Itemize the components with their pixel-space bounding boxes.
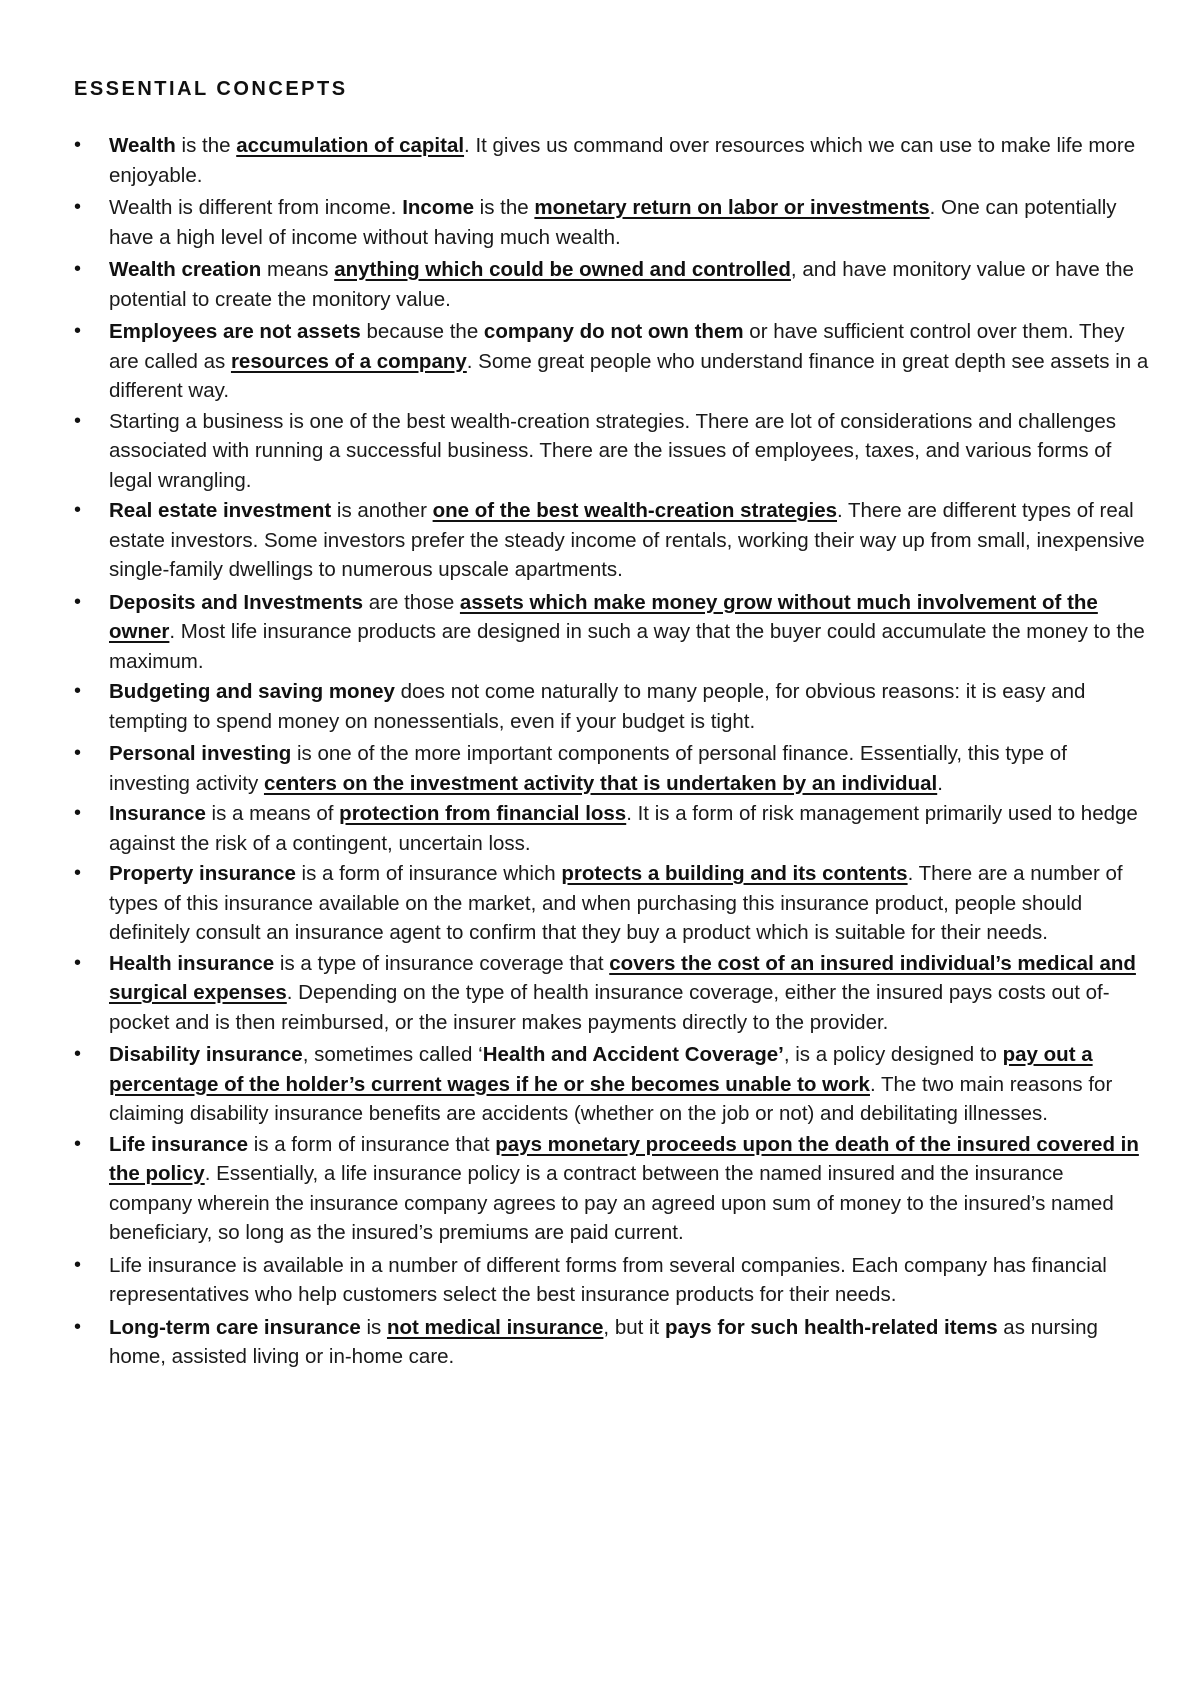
body-text: Life insurance is available in a number of different forms from several companies. Each company has financial representatives who help customers select the best insurance products for their needs. — [109, 1253, 1107, 1306]
underlined-definition: anything which could be owned and controlled — [334, 258, 791, 281]
bold-term: Wealth — [109, 134, 176, 157]
body-text: because the — [360, 320, 484, 343]
page-title: ESSENTIAL CONCEPTS — [74, 78, 348, 100]
bullet-icon: • — [74, 499, 82, 521]
bold-term: Health insurance — [109, 951, 275, 975]
body-text: is the — [175, 134, 237, 157]
bold-term: Real estate investment — [109, 499, 332, 522]
bold-term: Wealth creation — [109, 258, 262, 281]
body-text: or have sufficient control over them. They are called as — [109, 320, 1125, 373]
bold-term: Property insurance — [109, 862, 296, 885]
body-text: . There are a number of types of this insurance available on the market, and when purchasing this insurance product, people should definitely consult an insurance agent to confirm that they buy a product which is suitable for their needs. — [109, 862, 1123, 944]
list-item — [0, 859, 1151, 948]
bullet-icon: • — [74, 951, 82, 974]
body-text: is the — [473, 196, 535, 219]
body-text: is another — [331, 499, 433, 522]
underlined-definition: covers the cost of an insured individual’s medical and surgical expenses — [109, 951, 1136, 1004]
body-text: . Some great people who understand finance in great depth see assets in a different way. — [109, 349, 1149, 402]
underlined-definition: pays monetary proceeds upon the death of the insured covered in the policy — [109, 1132, 1139, 1185]
bold-term: Disability insurance — [109, 1043, 303, 1066]
body-text: . Depending on the type of health insurance coverage, either the insured pays costs out of-pocket and is then reimbursed, or the insurer makes payments directly to the provider. — [109, 981, 1110, 1034]
body-text: . It gives us command over resources which we can use to make life more enjoyable. — [109, 134, 1136, 187]
body-text: , is a policy designed to — [783, 1043, 1003, 1066]
body-text: . It is a form of risk management primarily used to hedge against the risk of a contingent, uncertain loss. — [109, 802, 1138, 855]
underlined-definition: one of the best wealth-creation strategies — [432, 499, 838, 522]
body-text: . — [937, 771, 943, 795]
list-item — [0, 739, 1151, 798]
bullet-icon: • — [74, 680, 82, 702]
body-text: . Most life insurance products are designed in such a way that the buyer could accumulate the money to the maximum. — [109, 620, 1145, 673]
bold-term: Income — [402, 196, 474, 219]
bullet-icon: • — [74, 1315, 82, 1338]
body-text: is — [360, 1315, 387, 1339]
list-item — [0, 1313, 1151, 1372]
bullet-icon: • — [74, 134, 82, 156]
bold-term: Personal investing — [109, 742, 292, 765]
bold-term: Long-term care insurance — [109, 1315, 361, 1339]
list-item — [0, 1251, 1151, 1310]
body-text: . There are different types of real estate investors. Some investors prefer the steady income of rentals, working their way up from small, inexpensive single-family dwellings to numerous upscale apartments. — [109, 499, 1145, 581]
body-text: is one of the more important components of personal finance. Essentially, this type of investing activity — [109, 742, 1067, 795]
body-text: , sometimes called ‘ — [302, 1043, 483, 1066]
list-item — [0, 1040, 1151, 1129]
body-text: . Essentially, a life insurance policy is a contract between the named insured and the insurance company wherein the insurance company agrees to pay an agreed upon sum of money to the insured’s named beneficiary, so long as the insured’s premiums are paid current. — [109, 1162, 1114, 1244]
bullet-icon: • — [74, 742, 82, 764]
body-text: is a means of — [205, 802, 340, 825]
bold-term: Insurance — [109, 802, 206, 825]
bold-term: Budgeting and saving money — [109, 680, 395, 703]
body-text: is a form of insurance which — [295, 862, 562, 885]
body-text: , and have monitory value or have the potential to create the monitory value. — [109, 258, 1134, 311]
body-text: Wealth is different from income. — [109, 196, 403, 219]
concept-list — [0, 131, 1200, 1372]
body-text: . The two main reasons for claiming disability insurance benefits are accidents (whether on the job or not) and debilitating illnesses. — [109, 1072, 1113, 1125]
bullet-icon: • — [74, 1253, 82, 1276]
bold-term: Life insurance — [109, 1132, 248, 1156]
body-text: , but it — [603, 1315, 665, 1339]
bullet-icon: • — [74, 196, 82, 218]
underlined-definition: resources of a company — [230, 349, 467, 373]
bold-term: company do not own them — [483, 320, 744, 343]
bold-term: Deposits and Investments — [109, 590, 364, 614]
bullet-icon: • — [74, 1043, 82, 1065]
body-text: are those — [363, 590, 460, 614]
list-item — [0, 1130, 1151, 1248]
bullet-icon: • — [74, 590, 82, 613]
bullet-icon: • — [74, 320, 82, 342]
list-item — [0, 193, 1151, 252]
body-text: is a type of insurance coverage that — [274, 951, 610, 975]
list-item — [0, 131, 1151, 190]
underlined-definition: not medical insurance — [386, 1315, 604, 1339]
list-item — [0, 677, 1151, 736]
underlined-definition: assets which make money grow without much involvement of the owner — [109, 590, 1098, 643]
body-text: is a form of insurance that — [248, 1132, 496, 1156]
body-text: . One can potentially have a high level of income without having much wealth. — [109, 196, 1117, 249]
list-item — [0, 496, 1151, 585]
bullet-icon: • — [74, 409, 82, 432]
underlined-definition: protection from financial loss — [339, 802, 627, 825]
list-item — [0, 407, 1151, 496]
body-text: as nursing home, assisted living or in-home care. — [109, 1315, 1098, 1368]
body-text: does not come naturally to many people, for obvious reasons: it is easy and tempting to spend money on nonessentials, even if your budget is tight. — [109, 680, 1086, 733]
underlined-definition: centers on the investment activity that is undertaken by an individual — [263, 771, 938, 795]
list-item — [0, 799, 1151, 858]
body-text: Starting a business is one of the best wealth-creation strategies. There are lot of considerations and challenges associated with running a successful business. There are the issues of employees, taxes, and various forms of legal wrangling. — [109, 409, 1116, 492]
bold-term: pays for such health-related items — [664, 1315, 998, 1339]
bold-term: Employees are not assets — [109, 320, 361, 343]
bold-term: Health and Accident Coverage’ — [482, 1043, 784, 1066]
underlined-definition: accumulation of capital — [236, 134, 465, 157]
list-item — [0, 588, 1151, 677]
body-text: means — [261, 258, 335, 281]
underlined-definition: monetary return on labor or investments — [534, 196, 930, 219]
list-item — [0, 255, 1151, 314]
underlined-definition: protects a building and its contents — [561, 862, 908, 885]
bullet-icon: • — [74, 862, 82, 884]
bullet-icon: • — [74, 1132, 82, 1155]
list-item — [0, 317, 1151, 406]
list-item — [0, 949, 1151, 1038]
bullet-icon: • — [74, 258, 82, 280]
underlined-definition: pay out a percentage of the holder’s current wages if he or she becomes unable to work — [109, 1043, 1093, 1096]
bullet-icon: • — [74, 802, 82, 824]
